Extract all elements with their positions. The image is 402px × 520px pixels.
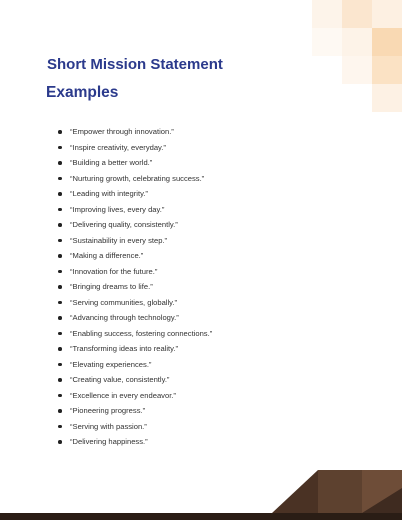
bottom-decoration bbox=[0, 468, 402, 520]
list-item-text: “Leading with integrity.” bbox=[70, 189, 148, 198]
list-item bbox=[58, 372, 212, 388]
list-item-text: “Inspire creativity, everyday.” bbox=[70, 142, 166, 152]
page-subtitle: Examples bbox=[46, 84, 119, 101]
list-item bbox=[58, 171, 212, 187]
list-item-text: “Making a difference.” bbox=[70, 251, 144, 260]
top-right-decoration bbox=[312, 0, 402, 112]
list-item-text: “Sustainability in every step.” bbox=[70, 235, 168, 245]
decor-tile bbox=[312, 0, 342, 28]
bullet-icon bbox=[58, 285, 62, 289]
list-item bbox=[58, 357, 212, 373]
bullet-icon bbox=[58, 177, 62, 181]
bullet-icon bbox=[58, 316, 62, 320]
bottom-band-dark bbox=[0, 513, 402, 520]
decor-tile bbox=[342, 0, 372, 28]
list-item bbox=[58, 155, 212, 171]
bullet-icon bbox=[58, 332, 62, 336]
list-item bbox=[58, 233, 212, 249]
list-item-text: “Innovation for the future.” bbox=[70, 266, 158, 276]
list-item bbox=[58, 279, 212, 295]
list-item bbox=[58, 310, 212, 326]
decor-tile bbox=[372, 84, 402, 112]
list-item-text: “Transforming ideas into reality.” bbox=[70, 344, 179, 353]
list-item-text: “Delivering quality, consistently.” bbox=[70, 220, 178, 229]
list-item-text: “Serving communities, globally.” bbox=[70, 297, 178, 307]
bullet-icon bbox=[58, 394, 62, 398]
list-item bbox=[58, 434, 212, 450]
list-item bbox=[58, 217, 212, 233]
list-item-text: “Elevating experiences.” bbox=[70, 359, 152, 369]
decor-tile bbox=[372, 28, 402, 56]
list-item bbox=[58, 124, 212, 140]
list-item bbox=[58, 140, 212, 156]
list-item-text: “Building a better world.” bbox=[70, 158, 153, 167]
decor-tile bbox=[342, 56, 372, 84]
bullet-icon bbox=[58, 192, 62, 196]
list-item-text: “Pioneering progress.” bbox=[70, 406, 146, 415]
bullet-icon bbox=[58, 409, 62, 413]
decor-tile bbox=[372, 56, 402, 84]
list-item bbox=[58, 419, 212, 435]
list-item-text: “Creating value, consistently.” bbox=[70, 375, 170, 384]
mission-statement-list bbox=[58, 124, 212, 450]
bullet-icon bbox=[58, 130, 62, 134]
bullet-icon bbox=[58, 208, 62, 212]
bullet-icon bbox=[58, 301, 62, 305]
bullet-icon bbox=[58, 440, 62, 444]
list-item bbox=[58, 341, 212, 357]
bullet-icon bbox=[58, 270, 62, 274]
list-item-text: “Empower through innovation.” bbox=[70, 127, 174, 136]
decor-tile bbox=[342, 28, 372, 56]
list-item bbox=[58, 326, 212, 342]
list-item-text: “Improving lives, every day.” bbox=[70, 204, 165, 214]
list-item-text: “Excellence in every endeavor.” bbox=[70, 390, 176, 400]
bullet-icon bbox=[58, 146, 62, 150]
bullet-icon bbox=[58, 161, 62, 165]
bullet-icon bbox=[58, 347, 62, 351]
list-item-text: “Advancing through technology.” bbox=[70, 313, 179, 322]
list-item-text: “Enabling success, fostering connections.” bbox=[70, 328, 213, 338]
list-item bbox=[58, 248, 212, 264]
list-item bbox=[58, 403, 212, 419]
page-title: Short Mission Statement bbox=[47, 56, 223, 73]
bullet-icon bbox=[58, 254, 62, 258]
bullet-icon bbox=[58, 223, 62, 227]
list-item bbox=[58, 388, 212, 404]
decor-tile bbox=[372, 0, 402, 28]
list-item bbox=[58, 186, 212, 202]
bullet-icon bbox=[58, 239, 62, 243]
list-item bbox=[58, 202, 212, 218]
bullet-icon bbox=[58, 363, 62, 367]
bullet-icon bbox=[58, 378, 62, 382]
bottom-block-mid bbox=[318, 470, 362, 513]
list-item-text: “Nurturing growth, celebrating success.” bbox=[70, 173, 205, 183]
bullet-icon bbox=[58, 425, 62, 429]
list-item-text: “Serving with passion.” bbox=[70, 421, 147, 431]
list-item-text: “Bringing dreams to life.” bbox=[70, 282, 153, 291]
list-item bbox=[58, 295, 212, 311]
list-item-text: “Delivering happiness.” bbox=[70, 437, 148, 446]
list-item bbox=[58, 264, 212, 280]
decor-tile bbox=[312, 28, 342, 56]
bottom-wedge-left bbox=[272, 470, 318, 513]
